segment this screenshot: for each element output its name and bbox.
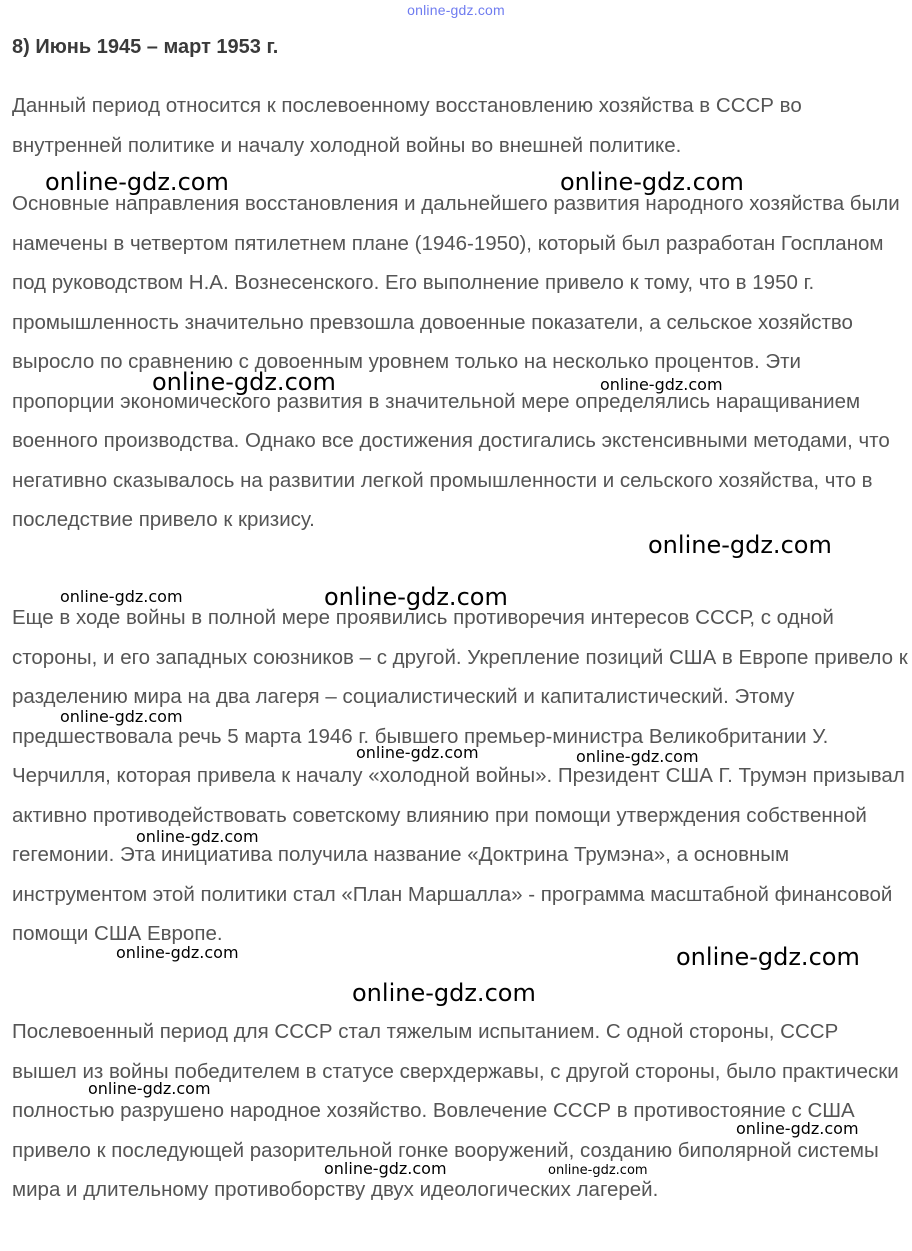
paragraph-text: Послевоенный период для СССР стал тяжелым испытанием. С одной стороны, СССР вышел из войны победителем в статусе сверхдержавы, с другой стороны, было практически полностью разрушено народное хозяйство. Вовлечение СССР в противостояние с США привело к последующей разорительной гонке вооружений, созданию биполярной системы мира и длительному противоборству двух идеологических лагерей. bbox=[12, 1020, 899, 1201]
watermark: online-gdz.com bbox=[136, 827, 259, 846]
watermark: online-gdz.com bbox=[600, 375, 723, 394]
paragraph-4 bbox=[12, 1012, 908, 1210]
watermark: online-gdz.com bbox=[560, 168, 744, 196]
site-link[interactable]: online-gdz.com bbox=[407, 2, 505, 18]
paragraph-1 bbox=[12, 86, 908, 165]
watermark: online-gdz.com bbox=[45, 168, 229, 196]
watermark: online-gdz.com bbox=[88, 1079, 211, 1098]
watermark: online-gdz.com bbox=[356, 743, 479, 762]
watermark: online-gdz.com bbox=[352, 979, 536, 1007]
watermark: online-gdz.com bbox=[60, 707, 183, 726]
watermark: online-gdz.com bbox=[60, 587, 183, 606]
watermark: online-gdz.com bbox=[116, 943, 239, 962]
watermark: online-gdz.com bbox=[576, 747, 699, 766]
watermark: online-gdz.com bbox=[648, 531, 832, 559]
paragraph-3 bbox=[12, 598, 908, 954]
watermark: online-gdz.com bbox=[324, 583, 508, 611]
watermark: online-gdz.com bbox=[548, 1163, 648, 1178]
section-heading: 8) Июнь 1945 – март 1953 г. bbox=[12, 36, 279, 58]
paragraph-text: Основные направления восстановления и дальнейшего развития народного хозяйства были намечены в четвертом пятилетнем плане (1946-1950), который был разработан Госпланом под руководством Н.А. Вознесенского. Его выполнение привело к тому, что в 1950 г. промышленность значительно превзошла довоенные показатели, а сельское хозяйство выросло по сравнению с довоенным уровнем только на несколько процентов. Эти пропорции экономического развития в значительной мере определялись наращиванием военного производства. Однако все достижения достигались экстенсивными методами, что негативно сказывалось на развитии легкой промышленности и сельского хозяйства, что в последствие привело к кризису. bbox=[12, 192, 900, 531]
paragraph-text: Еще в ходе войны в полной мере проявились противоречия интересов СССР, с одной стороны, и его западных союзников – с другой. Укрепление позиций США в Европе привело к разделению мира на два лагеря – социалистический и капиталистический. Этому предшествовала речь 5 марта 1946 г. бывшего премьер-министра Великобритании У. Черчилля, которая привела к началу «холодной войны». Президент США Г. Трумэн призывал активно противодействовать советскому влиянию при помощи утверждения собственной гегемонии. Эта инициатива получила название «Доктрина Трумэна», а основным инструментом этой политики стал «План Маршалла» - программа масштабной финансовой помощи США Европе. bbox=[12, 606, 908, 945]
paragraph-text: Данный период относится к послевоенному восстановлению хозяйства в СССР во внутренней политике и началу холодной войны во внешней политике. bbox=[12, 94, 802, 157]
paragraph-2 bbox=[12, 184, 908, 540]
watermark: online-gdz.com bbox=[152, 368, 336, 396]
watermark: online-gdz.com bbox=[676, 943, 860, 971]
watermark: online-gdz.com bbox=[736, 1119, 859, 1138]
watermark: online-gdz.com bbox=[324, 1159, 447, 1178]
